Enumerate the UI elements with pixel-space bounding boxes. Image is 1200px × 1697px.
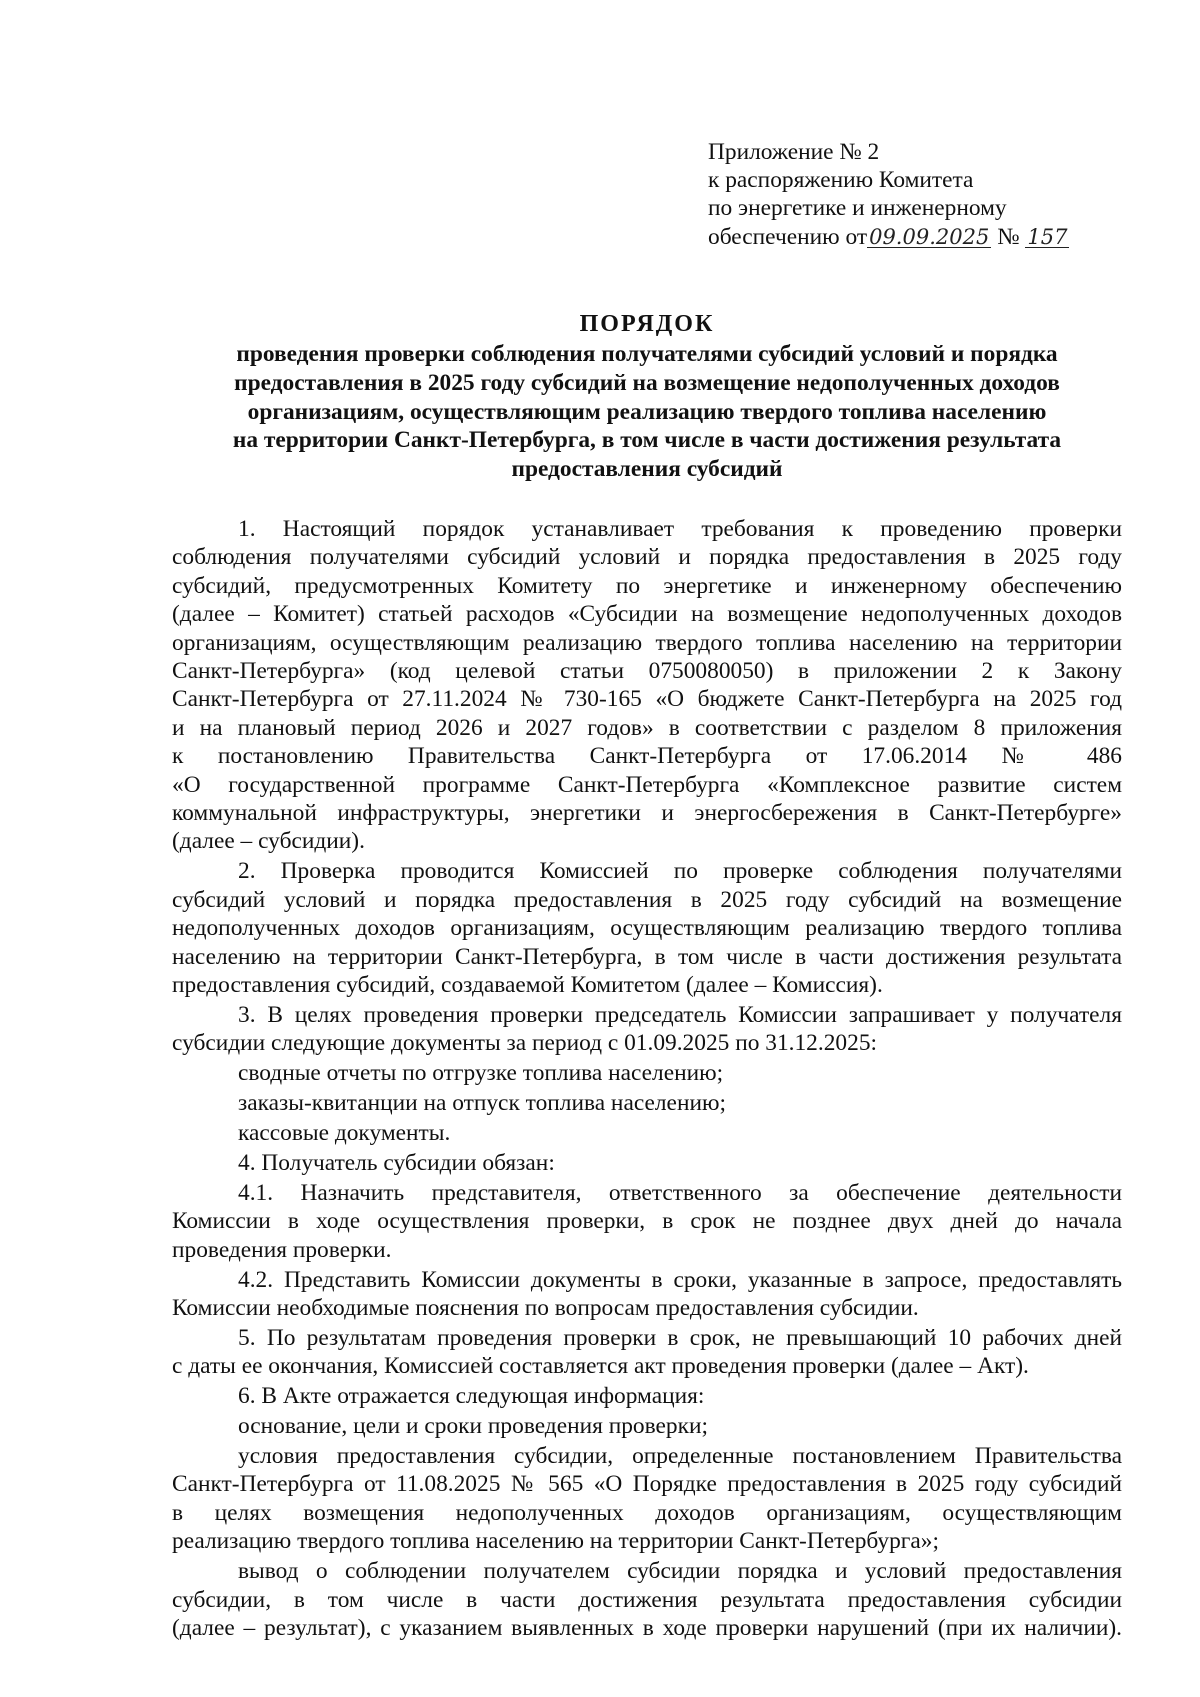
- paragraph: [172, 1557, 1122, 1642]
- number-label: №: [997, 223, 1020, 250]
- paragraph-line: населению на территории Санкт-Петербурга, в том числе в части достижения результата: [172, 943, 1122, 970]
- paragraph-line: 5. По результатам проведения проверки в срок, не превышающий 10 рабочих дней: [238, 1324, 1122, 1351]
- paragraph-line: сводные отчеты по отгрузке топлива населению;: [238, 1060, 724, 1087]
- paragraph-line: предоставления субсидий, создаваемой Комитетом (далее – Комиссия).: [172, 972, 883, 998]
- paragraph-line: субсидий, предусмотренных Комитету по энергетике и инженерному обеспечению: [172, 572, 1122, 599]
- paragraph-line: проведения проверки.: [172, 1236, 392, 1263]
- paragraph: [172, 857, 1122, 999]
- title-main: ПОРЯДОК: [579, 311, 715, 337]
- title-line: предоставления в 2025 году субсидий на возмещение недополученных доходов: [234, 370, 1060, 396]
- paragraph-line: (далее – результат), с указанием выявленных в ходе проверки нарушений (при их наличии).: [172, 1614, 1122, 1641]
- paragraph: [172, 515, 1122, 856]
- paragraph: [172, 1001, 1122, 1058]
- paragraph: [172, 1059, 1122, 1087]
- handwritten-date: 09.09.2025: [869, 224, 990, 249]
- paragraph-line: недополученных доходов организациям, осуществляющим реализацию твердого топлива: [172, 915, 1122, 942]
- appendix-line-1: Приложение № 2: [708, 139, 880, 165]
- paragraph: [172, 1382, 1122, 1410]
- paragraph: [172, 1324, 1122, 1381]
- paragraph-line: Санкт-Петербурга» (код целевой статьи 0750080050) в приложении 2 к Закону: [172, 658, 1122, 685]
- paragraph-line: 3. В целях проведения проверки председатель Комиссии запрашивает у получателя: [238, 1001, 1122, 1028]
- paragraph: [172, 1149, 1122, 1177]
- appendix-line-2: к распоряжению Комитета: [708, 167, 974, 194]
- paragraph: [172, 1089, 1122, 1117]
- paragraph-line: 1. Настоящий порядок устанавливает требования к проведению проверки: [238, 516, 1122, 542]
- paragraph-line: Санкт-Петербурга от 27.11.2024 № 730-165 «О бюджете Санкт-Петербурга на 2025 год: [172, 686, 1122, 713]
- paragraph-line: с даты ее окончания, Комиссией составляется акт проведения проверки (далее – Акт).: [172, 1353, 1029, 1380]
- paragraph-line: Комиссии необходимые пояснения по вопросам предоставления субсидии.: [172, 1294, 919, 1321]
- appendix-line-4: [708, 223, 1108, 251]
- paragraph: [172, 1412, 1122, 1440]
- title-line: проведения проверки соблюдения получателями субсидий условий и порядка: [236, 341, 1058, 368]
- paragraph-line: заказы-квитанции на отпуск топлива населению;: [238, 1090, 726, 1117]
- document-body: [172, 515, 1122, 1644]
- paragraph-line: основание, цели и сроки проведения проверки;: [238, 1413, 708, 1440]
- appendix-line-3: по энергетике и инженерному: [708, 195, 1007, 222]
- paragraph-line: субсидии следующие документы за период с 01.09.2025 по 31.12.2025:: [172, 1030, 878, 1057]
- paragraph-line: субсидии, в том числе в части достижения результата предоставления субсидии: [172, 1586, 1122, 1613]
- paragraph-line: условия предоставления субсидии, определенные постановлением Правительства: [238, 1443, 1122, 1469]
- paragraph-line: 4. Получатель субсидии обязан:: [238, 1149, 555, 1176]
- title-line: предоставления субсидий: [511, 455, 783, 482]
- paragraph: [172, 1442, 1122, 1556]
- paragraph-line: субсидий условий и порядка предоставления в 2025 году субсидий на возмещение: [172, 886, 1122, 913]
- title-line: организациям, осуществляющим реализацию твердого топлива населению: [247, 398, 1047, 425]
- paragraph-line: 4.2. Представить Комиссии документы в сроки, указанные в запросе, предоставлять: [238, 1266, 1122, 1293]
- paragraph-line: (далее – субсидии).: [172, 828, 365, 855]
- appendix-header: [708, 138, 1108, 251]
- paragraph-line: «О государственной программе Санкт-Петербурга «Комплексное развитие систем: [172, 771, 1122, 798]
- paragraph-line: и на плановый период 2026 и 2027 годов» в соответствии с разделом 8 приложения: [172, 714, 1122, 741]
- paragraph-line: вывод о соблюдении получателем субсидии порядка и условий предоставления: [238, 1558, 1122, 1585]
- paragraph-line: реализацию твердого топлива населению на территории Санкт-Петербурга»;: [172, 1528, 939, 1555]
- paragraph-line: в целях возмещения недополученных доходов организациям, осуществляющим: [172, 1499, 1122, 1526]
- handwritten-number: 157: [1027, 224, 1068, 249]
- paragraph-line: 2. Проверка проводится Комиссией по проверке соблюдения получателями: [238, 858, 1122, 885]
- paragraph-line: (далее – Комитет) статьей расходов «Субсидии на возмещение недополученных доходов: [172, 601, 1122, 628]
- paragraph-line: коммунальной инфраструктуры, энергетики и энергосбережения в Санкт-Петербурге»: [172, 800, 1122, 827]
- paragraph: [172, 1119, 1122, 1147]
- paragraph-line: Комиссии в ходе осуществления проверки, в срок не позднее двух дней до начала: [172, 1208, 1122, 1235]
- paragraph-line: Санкт-Петербурга от 11.08.2025 № 565 «О Порядке предоставления в 2025 году субсидий: [172, 1471, 1122, 1498]
- paragraph-line: 4.1. Назначить представителя, ответственного за обеспечение деятельности: [238, 1179, 1122, 1206]
- paragraph-line: организациям, осуществляющим реализацию твердого топлива населению на территории: [172, 629, 1122, 656]
- paragraph-line: соблюдения получателями субсидий условий и порядка предоставления в 2025 году: [172, 544, 1122, 571]
- paragraph: [172, 1179, 1122, 1264]
- title-line: на территории Санкт-Петербурга, в том числе в части достижения результата: [232, 427, 1062, 454]
- paragraph: [172, 1266, 1122, 1323]
- paragraph-line: кассовые документы.: [238, 1120, 451, 1147]
- document-title: [172, 310, 1122, 483]
- paragraph-line: к постановлению Правительства Санкт-Петербурга от 17.06.2014 № 486: [172, 743, 1122, 770]
- title-subtitle: [172, 340, 1122, 483]
- paragraph-line: 6. В Акте отражается следующая информация:: [238, 1383, 705, 1410]
- appendix-date-prefix: обеспечению от: [708, 223, 868, 250]
